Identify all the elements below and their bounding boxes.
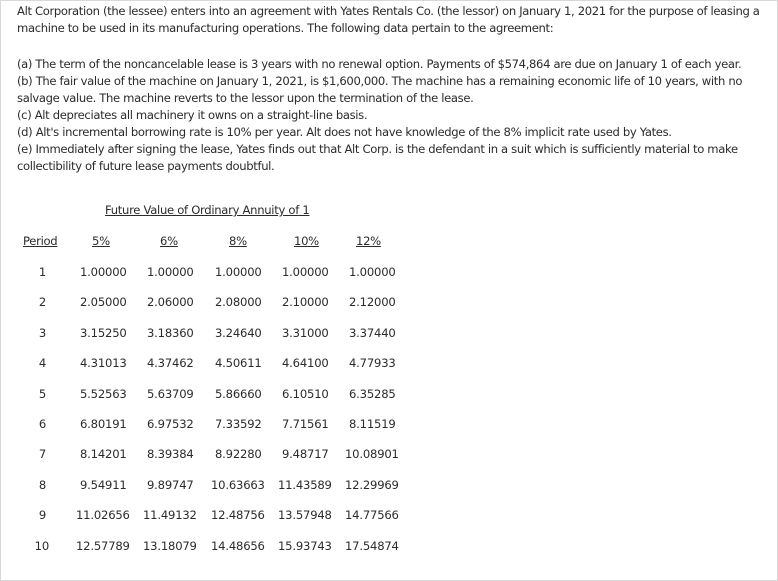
value-cell: 5.63709 [147,387,194,401]
table-row [0,447,778,464]
value-cell: 2.05000 [80,295,127,309]
value-cell: 9.48717 [282,447,329,461]
value-cell: 5.52563 [80,387,127,401]
value-cell: 2.08000 [215,295,262,309]
table-title: Future Value of Ordinary Annuity of 1 [105,203,310,217]
value-cell: 9.54911 [80,478,127,492]
period-cell: 5 [38,387,46,401]
period-cell: 7 [38,447,46,461]
value-cell: 13.57948 [278,508,332,522]
value-cell: 13.18079 [143,539,197,553]
value-cell: 12.48756 [211,508,265,522]
rate-header-5: 5% [92,234,110,248]
value-cell: 11.43589 [278,478,332,492]
table-row [0,539,778,556]
value-cell: 4.37462 [147,356,194,370]
rate-header-12: 12% [356,234,381,248]
value-cell: 6.10510 [282,387,329,401]
table-row [0,478,778,495]
value-cell: 1.00000 [147,265,194,279]
value-cell: 1.00000 [282,265,329,279]
value-cell: 11.02656 [76,508,130,522]
period-cell: 2 [38,295,46,309]
period-cell: 9 [38,508,46,522]
value-cell: 1.00000 [349,265,396,279]
value-cell: 15.93743 [278,539,332,553]
term-item-c: (c) Alt depreciates all machinery it owns on a straight-line basis. [17,108,368,122]
term-item-b-continued: salvage value. The machine reverts to the lessor upon the termination of the lease. [17,91,474,105]
value-cell: 4.50611 [215,356,262,370]
period-header: Period [23,234,58,248]
value-cell: 10.63663 [211,478,265,492]
value-cell: 2.12000 [349,295,396,309]
value-cell: 3.31000 [282,326,329,340]
value-cell: 3.18360 [147,326,194,340]
value-cell: 4.77933 [349,356,396,370]
intro-paragraph: Alt Corporation (the lessee) enters into an agreement with Yates Rentals Co. (the lessor) on January 1, 2021 for the purpose of leasing a machine to be used in its manufacturing operations. The following data pertain to the agreement: [17,4,760,35]
term-item-a: (a) The term of the noncancelable lease is 3 years with no renewal option. Payments of $574,864 are due on January 1 of each year. [17,57,742,71]
value-cell: 12.29969 [345,478,399,492]
value-cell: 3.15250 [80,326,127,340]
value-cell: 5.86660 [215,387,262,401]
value-cell: 14.48656 [211,539,265,553]
table-row [0,326,778,343]
term-item-e-continued: collectibility of future lease payments doubtful. [17,159,275,173]
table-row [0,265,778,282]
value-cell: 8.14201 [80,447,127,461]
term-item-d: (d) Alt's incremental borrowing rate is 10% per year. Alt does not have knowledge of the 8% implicit rate used by Yates. [17,125,672,139]
value-cell: 17.54874 [345,539,399,553]
table-row [0,387,778,404]
value-cell: 6.97532 [147,417,194,431]
table-row [0,295,778,312]
value-cell: 10.08901 [345,447,399,461]
period-cell: 6 [38,417,46,431]
table-row [0,508,778,525]
value-cell: 3.37440 [349,326,396,340]
value-cell: 1.00000 [80,265,127,279]
value-cell: 8.39384 [147,447,194,461]
value-cell: 8.92280 [215,447,262,461]
value-cell: 14.77566 [345,508,399,522]
value-cell: 7.71561 [282,417,329,431]
table-row [0,417,778,434]
period-cell: 8 [38,478,46,492]
value-cell: 6.35285 [349,387,396,401]
period-cell: 4 [38,356,46,370]
value-cell: 1.00000 [215,265,262,279]
value-cell: 9.89747 [147,478,194,492]
period-cell: 1 [38,265,46,279]
value-cell: 6.80191 [80,417,127,431]
value-cell: 4.64100 [282,356,329,370]
term-item-b: (b) The fair value of the machine on January 1, 2021, is $1,600,000. The machine has a remaining economic life of 10 years, with no [17,74,743,88]
value-cell: 12.57789 [76,539,130,553]
period-cell: 10 [34,539,49,553]
term-item-e: (e) Immediately after signing the lease, Yates finds out that Alt Corp. is the defendant in a suit which is sufficiently material to make [17,142,738,156]
rate-header-8: 8% [229,234,247,248]
value-cell: 2.10000 [282,295,329,309]
period-cell: 3 [38,326,46,340]
value-cell: 3.24640 [215,326,262,340]
value-cell: 2.06000 [147,295,194,309]
value-cell: 8.11519 [349,417,396,431]
value-cell: 4.31013 [80,356,127,370]
rate-header-10: 10% [294,234,319,248]
lease-terms-list [17,56,765,175]
value-cell: 7.33592 [215,417,262,431]
table-row [0,356,778,373]
rate-header-6: 6% [160,234,178,248]
value-cell: 11.49132 [143,508,197,522]
